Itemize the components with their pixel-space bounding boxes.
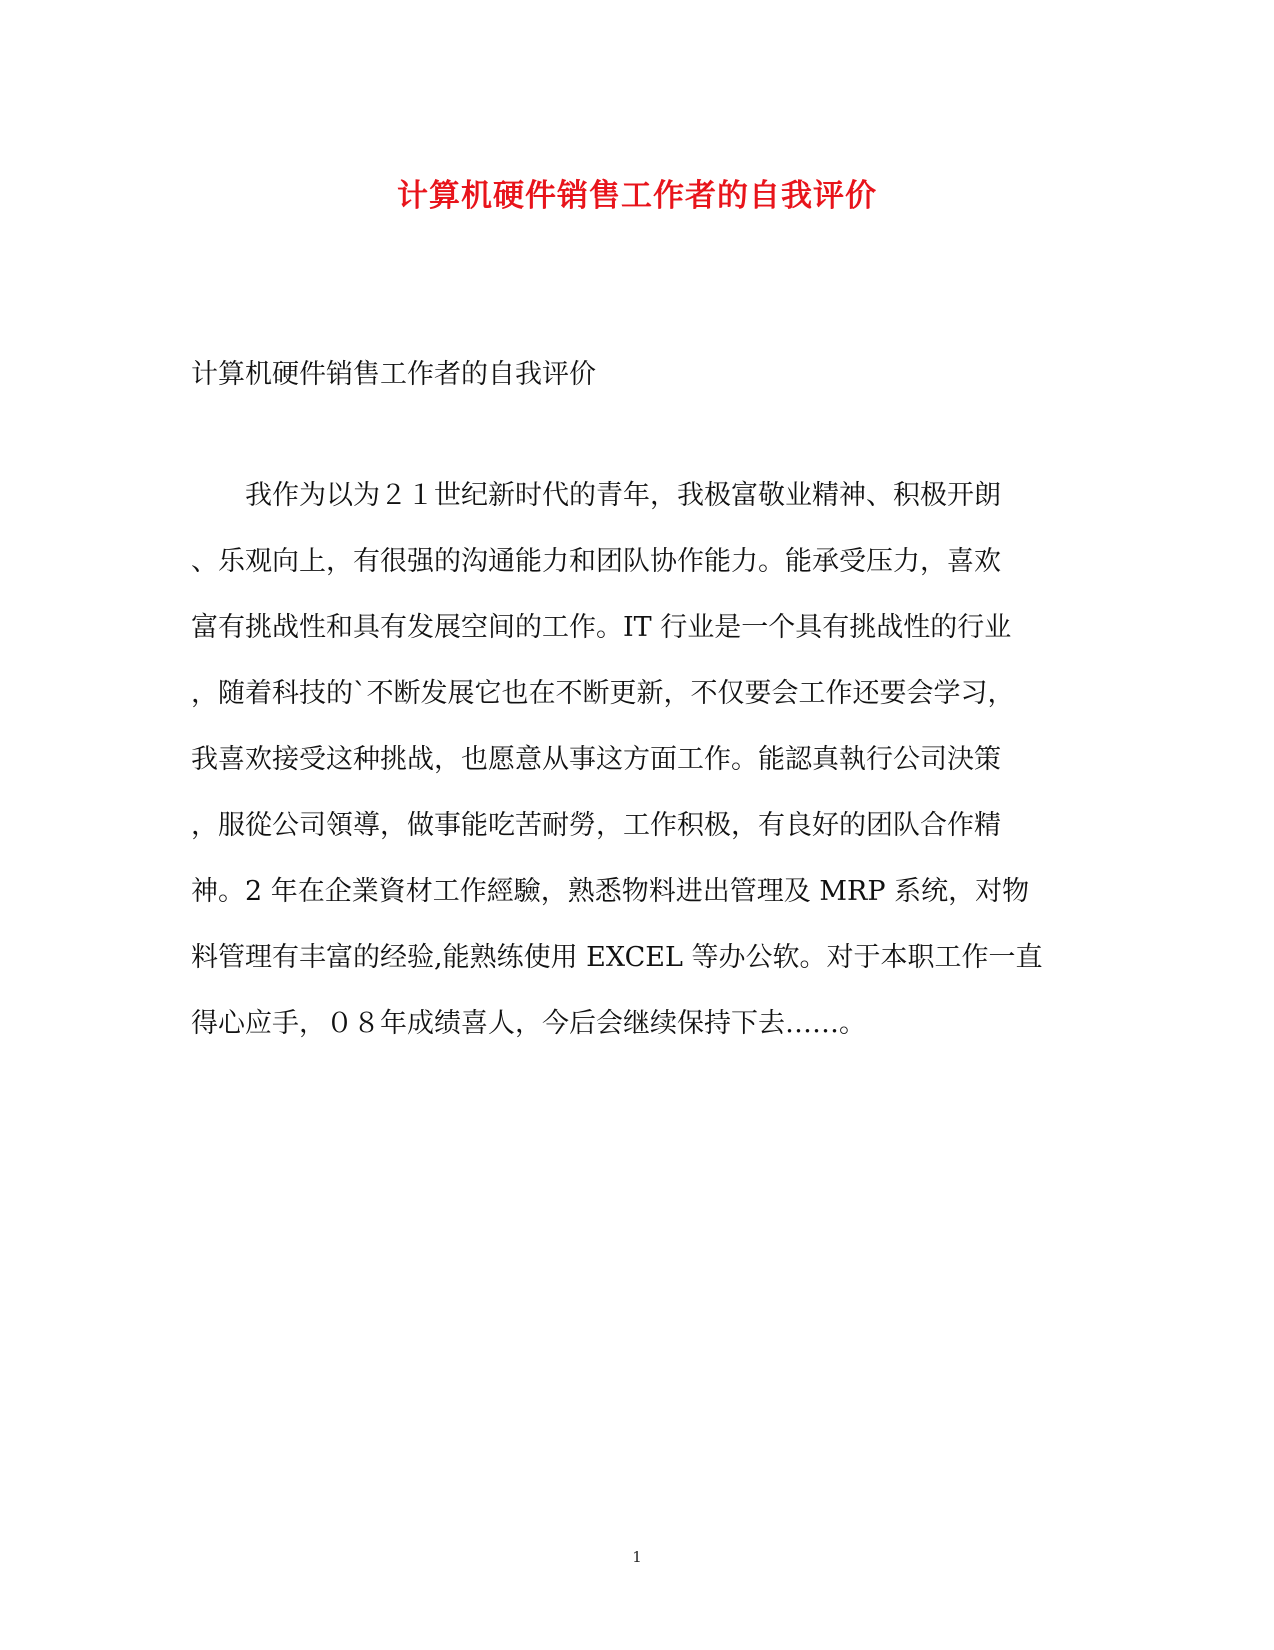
body-line: 富有挑战性和具有发展空间的工作。IT 行业是一个具有挑战性的行业	[191, 612, 1012, 643]
body-line: 我喜欢接受这种挑战，也愿意从事这方面工作。能認真執行公司決策	[191, 744, 1001, 775]
body-paragraph	[191, 478, 1091, 1072]
body-line: 神。2 年在企業資材工作經驗，熟悉物料进出管理及 MRP 系统，对物	[191, 876, 1030, 907]
body-line: 、乐观向上，有很强的沟通能力和团队协作能力。能承受压力，喜欢	[191, 546, 1001, 577]
body-line: 得心应手，０８年成绩喜人，今后会继续保持下去……。	[191, 1008, 866, 1039]
document-title: 计算机硬件销售工作者的自我评价	[397, 178, 877, 214]
body-line: ，随着科技的`不断发展它也在不断更新，不仅要会工作还要会学习，	[191, 678, 1015, 709]
body-line: 我作为以为２１世纪新时代的青年，我极富敬业精神、积极开朗	[191, 480, 1001, 511]
page-number: 1	[632, 1548, 642, 1566]
document-subtitle: 计算机硬件销售工作者的自我评价	[191, 359, 596, 390]
body-line: 料管理有丰富的经验,能熟练使用 EXCEL 等办公软。对于本职工作一直	[191, 942, 1043, 973]
body-line: ，服從公司領導，做事能吃苦耐勞，工作积极，有良好的团队合作精	[191, 810, 1001, 841]
